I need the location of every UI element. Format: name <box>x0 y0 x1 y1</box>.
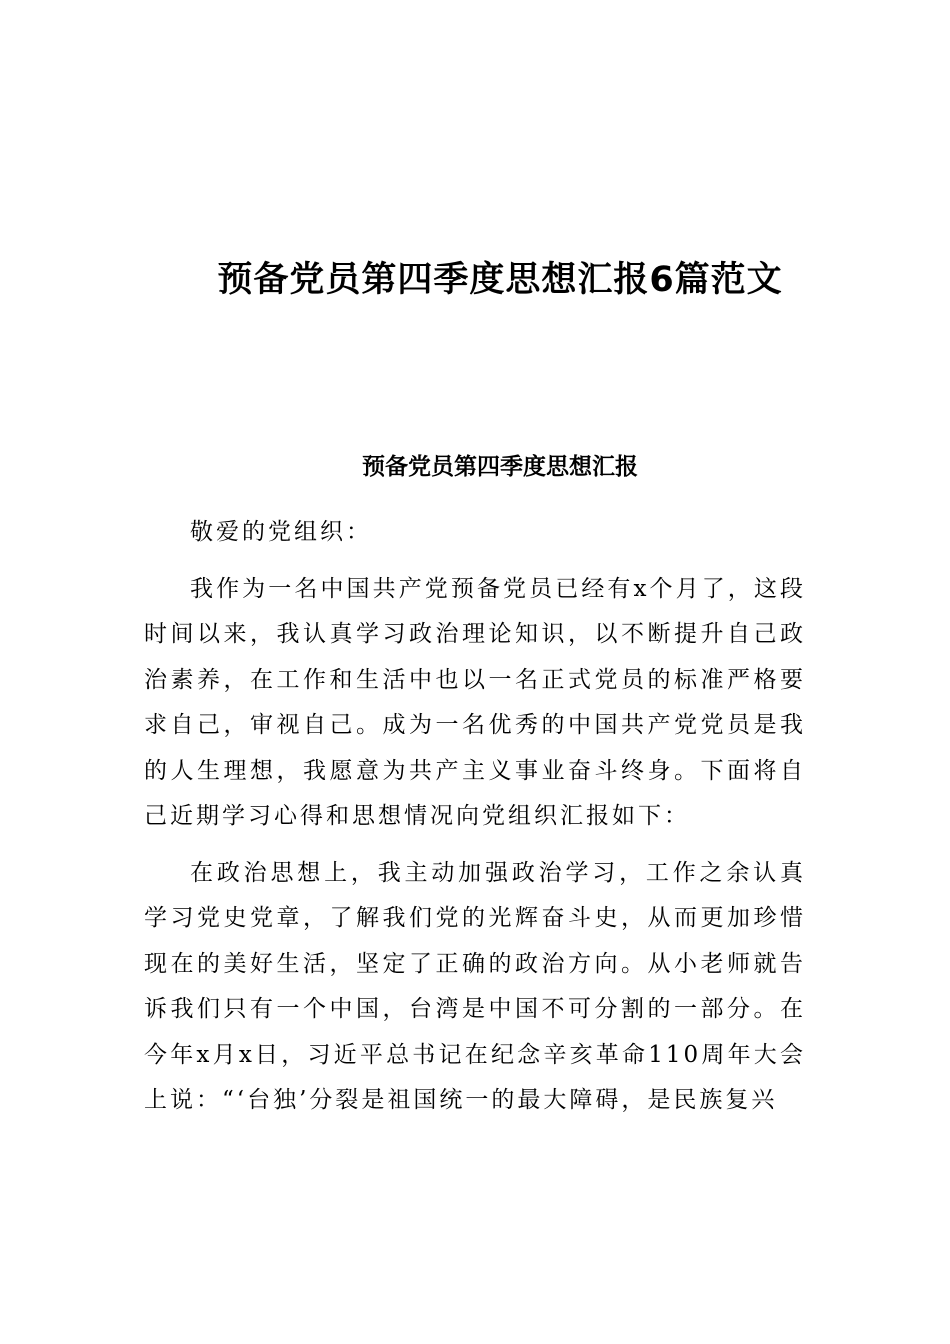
document-body <box>144 510 806 1135</box>
section-heading: 预备党员第四季度思想汇报 <box>362 454 638 480</box>
document-title: 预备党员第四季度思想汇报6篇范文 <box>217 260 783 300</box>
paragraph-2: 在政治思想上，我主动加强政治学习，工作之余认真学习党史党章，了解我们党的光辉奋斗史，从而更加珍惜现在的美好生活，坚定了正确的政治方向。从小老师就告诉我们只有一个中国，台湾是中国不可分割的一部分。在今年x月x日，习近平总书记在纪念辛亥革命110周年大会上说：“‘台独’分裂是祖国统一的最大障碍，是民族复兴 <box>144 859 806 1113</box>
salutation: 敬爱的党组织： <box>190 519 372 545</box>
paragraph-1: 我作为一名中国共产党预备党员已经有x个月了，这段时间以来，我认真学习政治理论知识，以不断提升自己政治素养，在工作和生活中也以一名正式党员的标准严格要求自己，审视自己。成为一名优秀的中国共产党党员是我的人生理想，我愿意为共产主义事业奋斗终身。下面将自己近期学习心得和思想情况向党组织汇报如下： <box>144 575 806 829</box>
